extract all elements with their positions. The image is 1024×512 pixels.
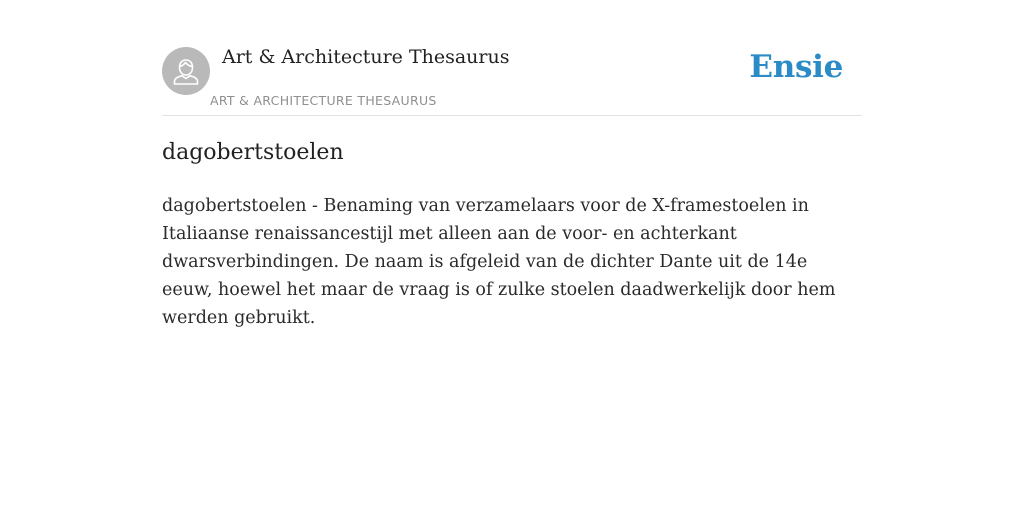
page-title: dagobertstoelen <box>162 140 344 165</box>
brand-logo[interactable]: Ensie <box>749 49 843 85</box>
definition-text: dagobertstoelen - Benaming van verzamelaars voor de X-framestoelen in Italiaanse renaissancestijl met alleen aan de voor- en achterkant dwarsverbindingen. De naam is afgeleid van de dichter Dante uit de 14e eeuw, hoewel het maar de vraag is of zulke stoelen daadwerkelijk door hem werden gebruikt. <box>162 196 836 328</box>
author-subtitle: ART & ARCHITECTURE THESAURUS <box>210 93 437 108</box>
user-icon <box>162 47 210 95</box>
header <box>162 0 862 116</box>
author-name-link[interactable]: Art & Architecture Thesaurus <box>222 46 510 68</box>
avatar[interactable] <box>162 47 210 95</box>
page-container <box>162 0 862 512</box>
